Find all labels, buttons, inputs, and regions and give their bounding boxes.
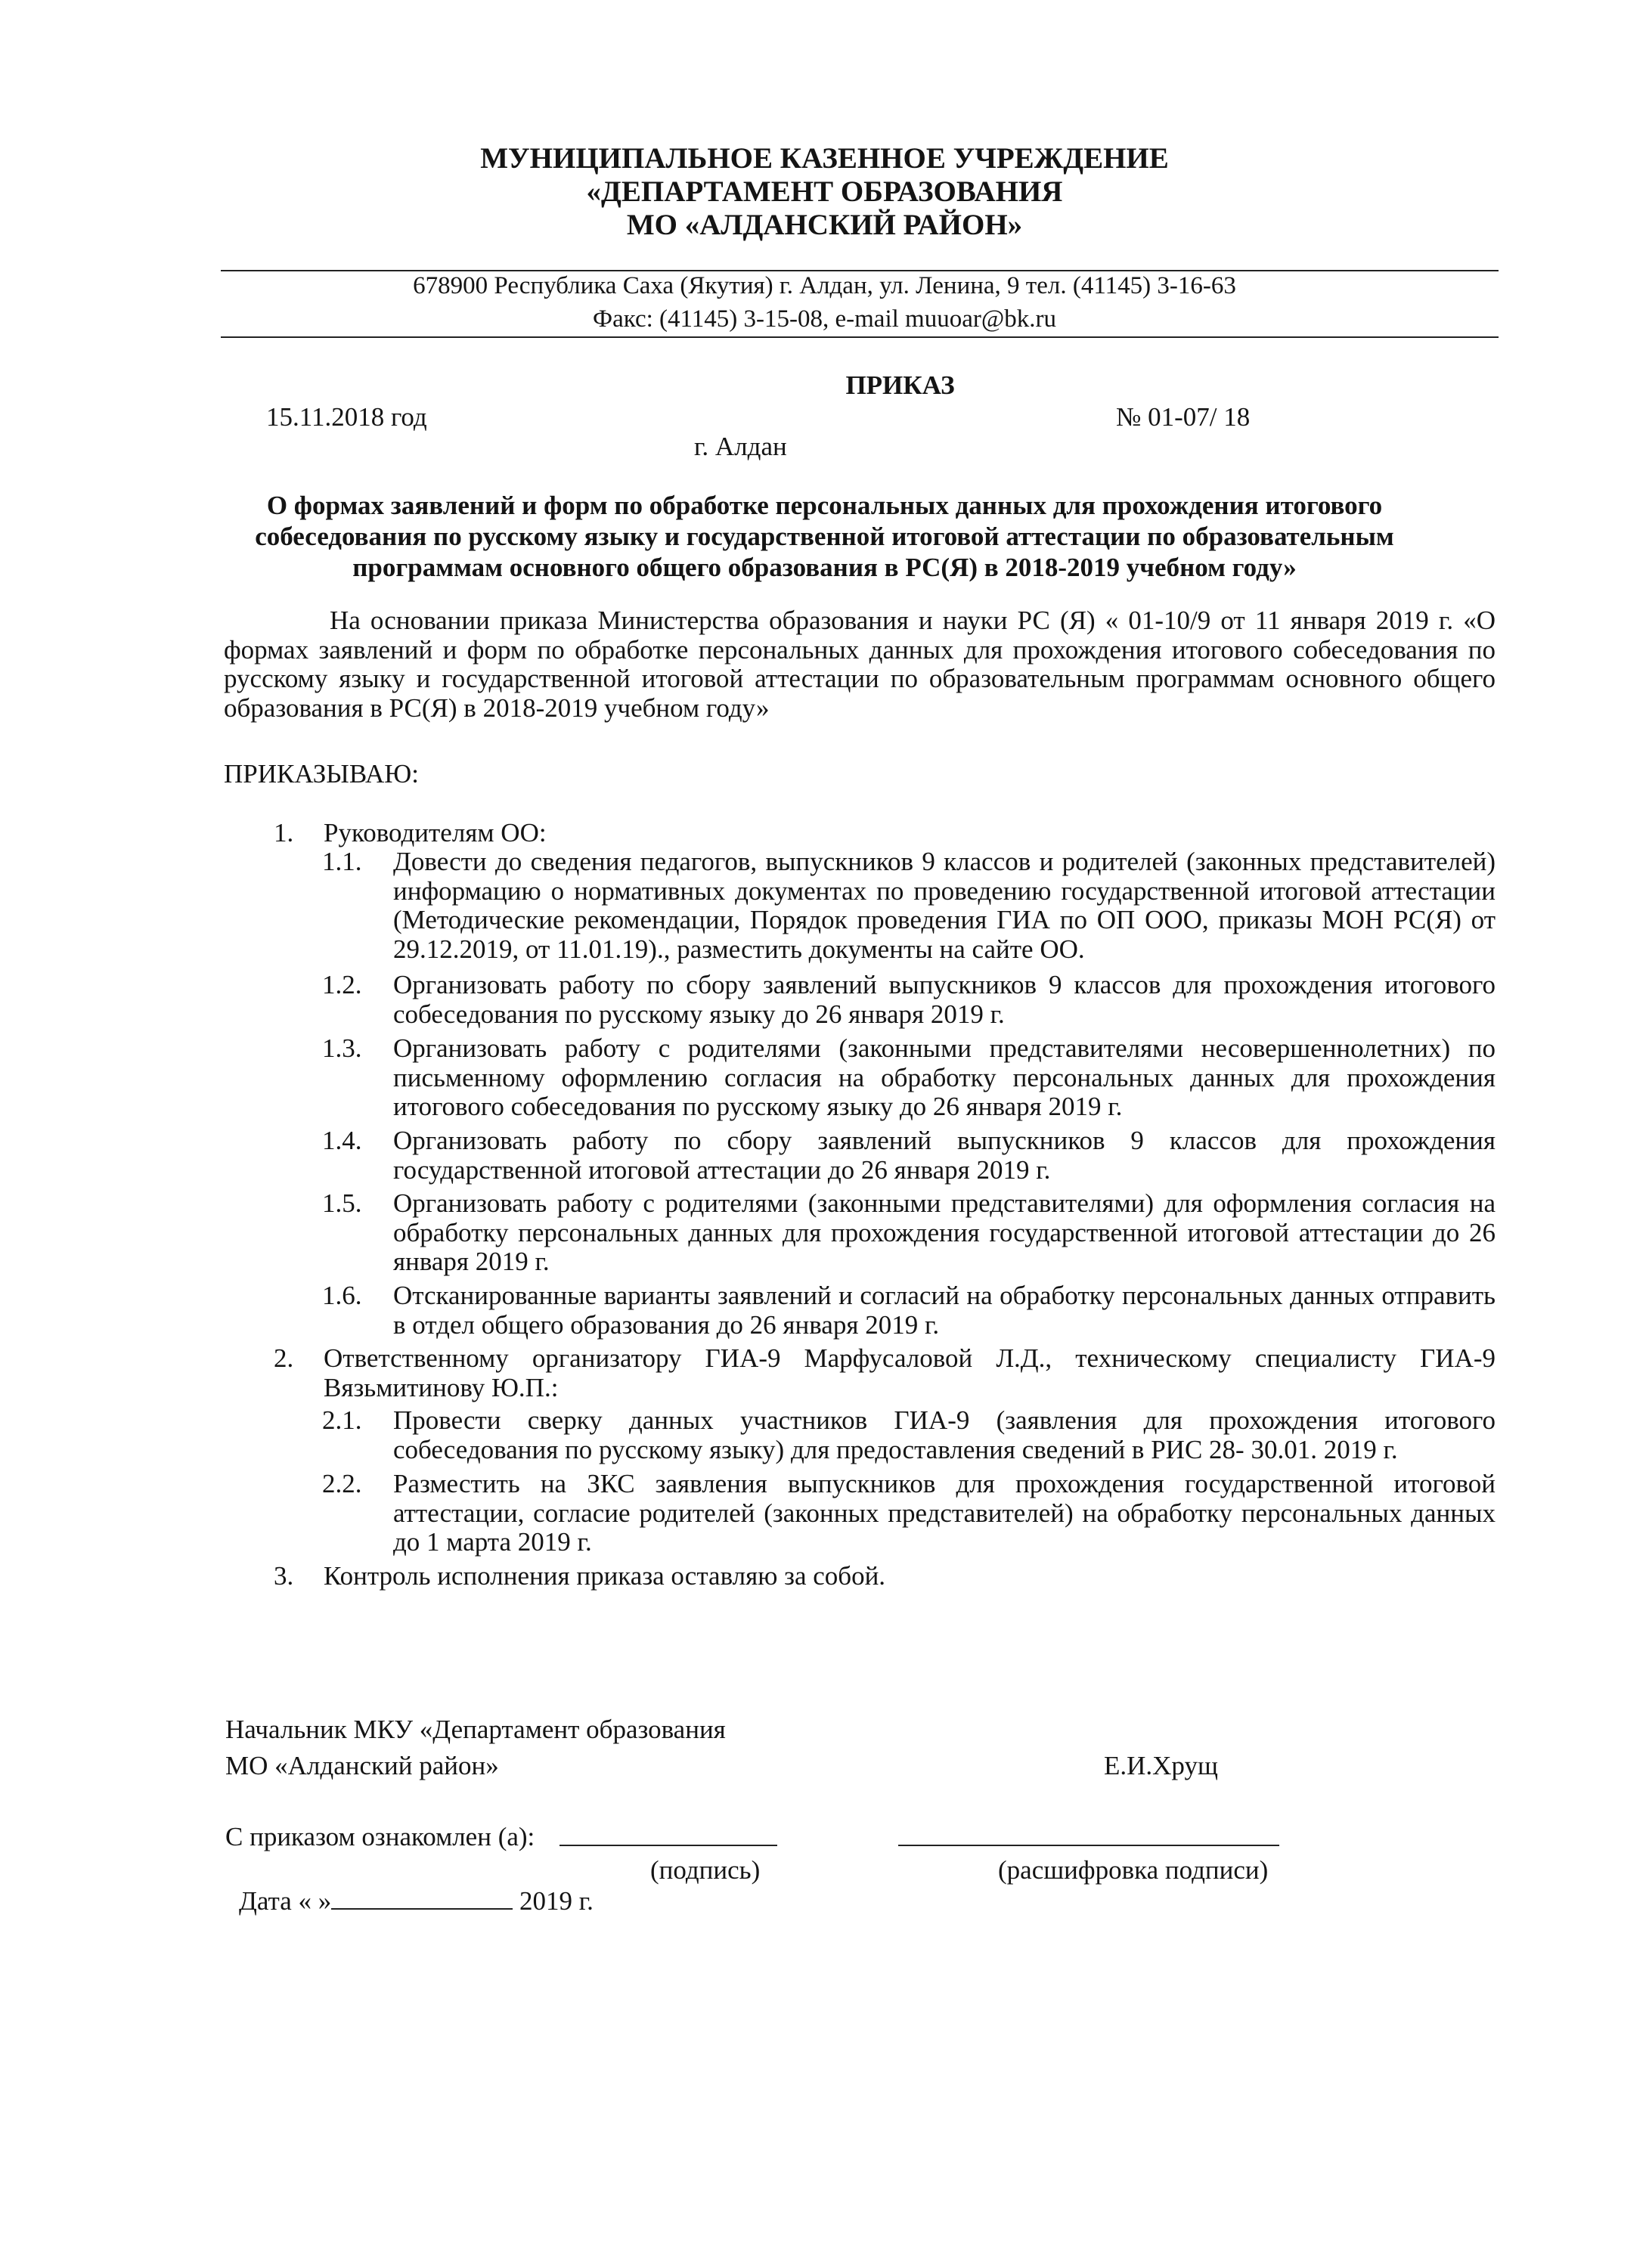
item-1-4-number: 1.4. <box>322 1126 362 1155</box>
item-1-2-text: Организовать работу по сбору заявлений выпускников 9 классов для прохождения итогового собеседования по русскому языку до 26 января 2019 г. <box>393 970 1496 1029</box>
org-name-line-2: «ДЕПАРТАМЕНТ ОБРАЗОВАНИЯ <box>586 175 1063 208</box>
directive-word: ПРИКАЗЫВАЮ: <box>224 759 419 789</box>
item-1-4-text: Организовать работу по сбору заявлений выпускников 9 классов для прохождения государственной итоговой аттестации до 26 января 2019 г. <box>393 1126 1496 1185</box>
preamble-paragraph: На основании приказа Министерства образования и науки РС (Я) « 01-10/9 от 11 января 2019 г. «О формах заявлений и форм по обработке персональных данных для прохождения итогового собеседования по русскому языку и государственной итоговой аттестации по образовательным программам основного общего образования в РС(Я) в 2018-2019 учебном году» <box>224 606 1496 723</box>
subject-line-1: О формах заявлений и форм по обработке персональных данных для прохождения итогового <box>266 491 1383 520</box>
item-1-3-number: 1.3. <box>322 1033 362 1063</box>
signatory-name: Е.И.Хрущ <box>1104 1751 1218 1780</box>
item-2-number: 2. <box>274 1343 294 1373</box>
date-prefix: Дата « » <box>239 1886 332 1916</box>
signatory-position-line-2: МО «Алданский район» <box>225 1751 499 1780</box>
item-1-6-text: Отсканированные варианты заявлений и согласий на обработку персональных данных отправить в отдел общего образования до 26 января 2019 г. <box>393 1281 1496 1340</box>
signatory-position-line-1: Начальник МКУ «Департамент образования <box>225 1715 726 1744</box>
subject-line-3: программам основного общего образования в РС(Я) в 2018-2019 учебном году» <box>352 553 1297 582</box>
org-name-line-3: МО «АЛДАНСКИЙ РАЙОН» <box>626 209 1023 241</box>
decoding-blank-line <box>898 1845 1279 1846</box>
date-suffix: 2019 г. <box>513 1886 594 1916</box>
item-2-2-number: 2.2. <box>322 1469 362 1498</box>
item-2-text: Ответственному организатору ГИА-9 Марфусаловой Л.Д., техническому специалисту ГИА-9 Вязьмитинову Ю.П.: <box>324 1343 1496 1402</box>
item-1-2-number: 1.2. <box>322 970 362 999</box>
order-heading: ПРИКАЗ <box>845 370 955 400</box>
subject-line-2: собеседования по русскому языку и государственной итоговой аттестации по образовательным <box>255 522 1394 551</box>
item-1-text: Руководителям ОО: <box>324 818 547 847</box>
item-1-3-text: Организовать работу с родителями (законными представителями несовершеннолетних) по письменному оформлению согласия на обработку персональных данных для прохождения итогового собеседования по русскому языку до 26 января 2019 г. <box>393 1033 1496 1122</box>
signature-caption: (подпись) <box>650 1855 761 1885</box>
org-name-line-1: МУНИЦИПАЛЬНОЕ КАЗЕННОЕ УЧРЕЖДЕНИЕ <box>480 142 1169 175</box>
address-line: 678900 Республика Саха (Якутия) г. Алдан, ул. Ленина, 9 тел. (41145) 3-16-63 <box>413 272 1236 299</box>
order-date: 15.11.2018 год <box>266 402 427 432</box>
item-1-5-number: 1.5. <box>322 1188 362 1218</box>
acknowledgement-date <box>239 1885 594 1916</box>
item-1-1-text: Довести до сведения педагогов, выпускников 9 классов и родителей (законных представителей) информацию о нормативных документах по проведению государственной итоговой аттестации (Методические рекомендации, Порядок проведения ГИА по ОП ООО, приказы МОН РС(Я) от 29.12.2019, от 11.01.19)., разместить документы на сайте ОО. <box>393 847 1496 965</box>
signature-blank-line <box>559 1845 777 1846</box>
item-2-2-text: Разместить на ЗКС заявления выпускников для прохождения государственной итоговой аттестации, согласие родителей (законных представителей) на обработку персональных данных до 1 марта 2019 г. <box>393 1469 1496 1557</box>
decoding-caption: (расшифровка подписи) <box>998 1855 1269 1885</box>
date-blank-line <box>331 1885 513 1910</box>
item-1-1-number: 1.1. <box>322 847 362 876</box>
item-1-6-number: 1.6. <box>322 1281 362 1310</box>
order-number: № 01-07/ 18 <box>1116 402 1251 432</box>
item-3-text: Контроль исполнения приказа оставляю за собой. <box>324 1561 886 1591</box>
acknowledgement-label: С приказом ознакомлен (а): <box>225 1822 535 1851</box>
item-2-1-text: Провести сверку данных участников ГИА-9 (заявления для прохождения итогового собеседования по русскому языку) для предоставления сведений в РИС 28- 30.01. 2019 г. <box>393 1405 1496 1464</box>
fax-email-line: Факс: (41145) 3-15-08, e-mail muuoar@bk.ru <box>593 305 1056 333</box>
item-3-number: 3. <box>274 1561 294 1591</box>
item-2-1-number: 2.1. <box>322 1405 362 1435</box>
letterhead-rule-bottom <box>221 336 1499 338</box>
item-1-number: 1. <box>274 818 294 847</box>
order-city: г. Алдан <box>694 432 787 461</box>
item-1-5-text: Организовать работу с родителями (законными представителями) для оформления согласия на обработку персональных данных для прохождения государственной итоговой аттестации до 26 января 2019 г. <box>393 1188 1496 1277</box>
